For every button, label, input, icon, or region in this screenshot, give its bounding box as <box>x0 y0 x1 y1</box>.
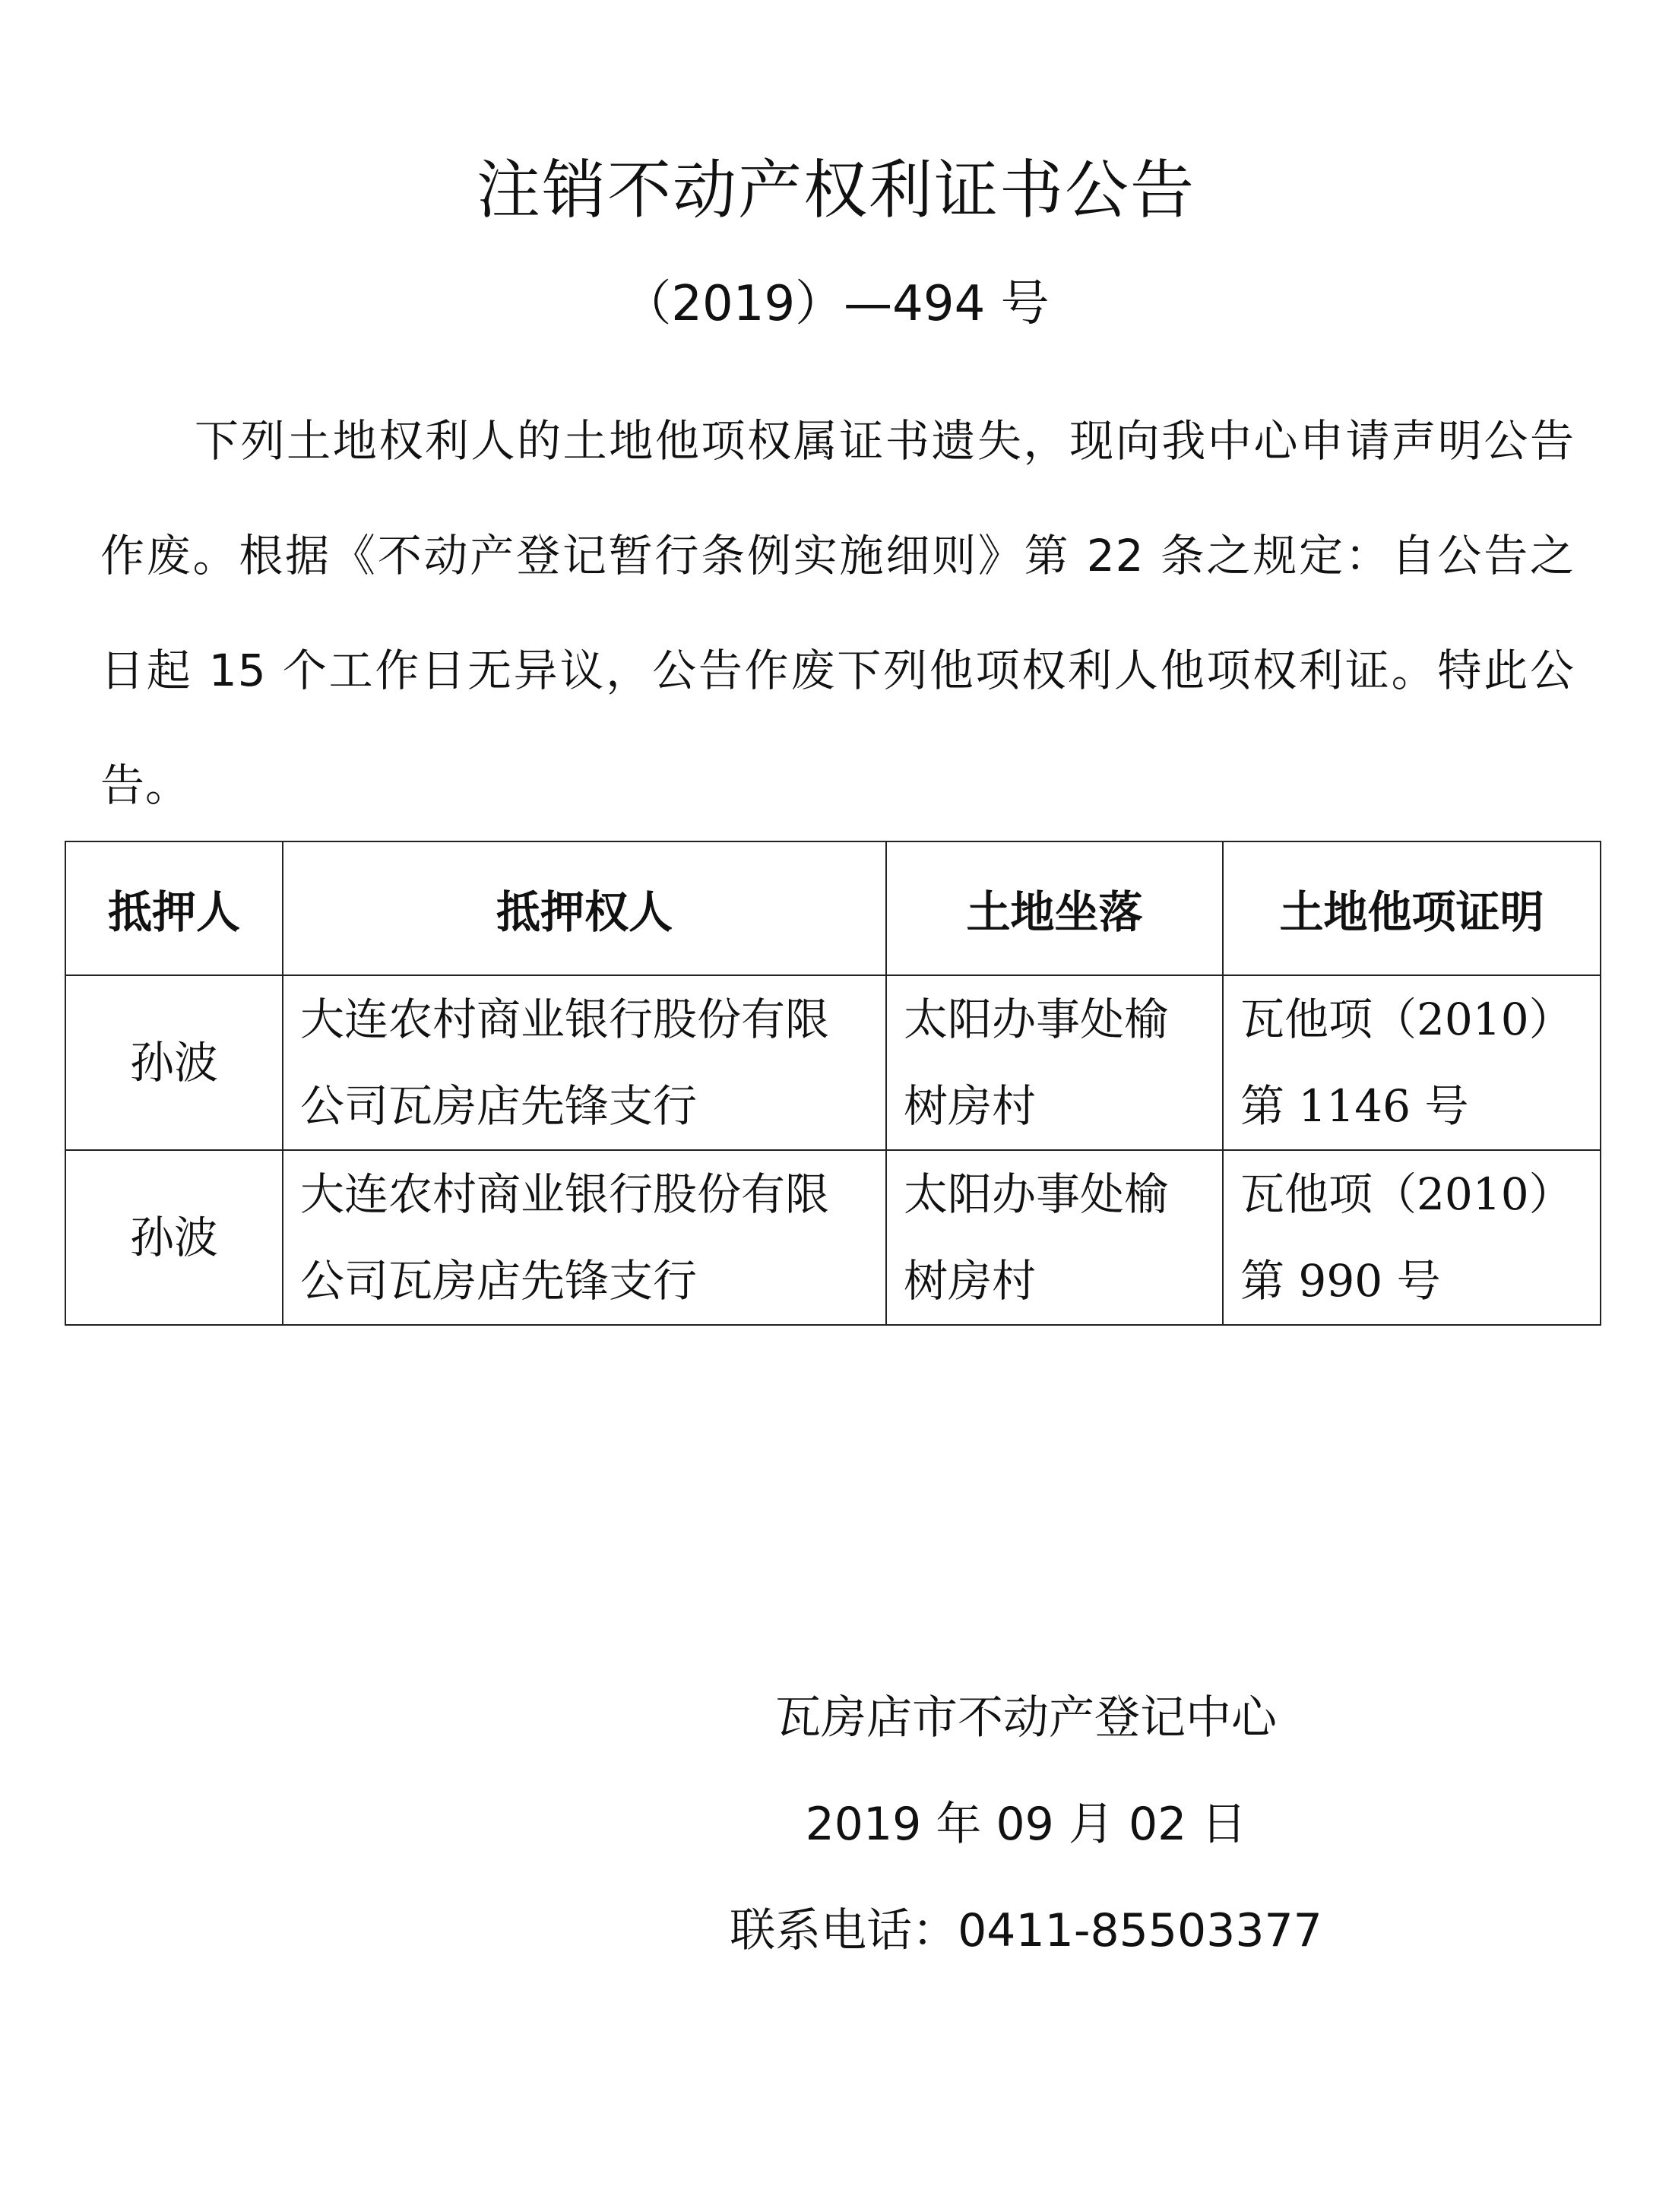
cell-mortgagor: 孙波 <box>65 1150 283 1325</box>
table-row <box>65 1150 1601 1325</box>
header-certificate: 土地他项证明 <box>1223 841 1601 975</box>
header-location: 土地坐落 <box>886 841 1223 975</box>
header-mortgagee: 抵押权人 <box>283 841 886 975</box>
notice-number: （2019）—494 号 <box>622 276 1050 332</box>
signing-date: 2019 年 09 月 02 日 <box>805 1798 1247 1851</box>
cell-certificate: 瓦他项（2010）第 1146 号 <box>1223 975 1601 1150</box>
cell-mortgagee: 大连农村商业银行股份有限公司瓦房店先锋支行 <box>283 975 886 1150</box>
signing-organization: 瓦房店市不动产登记中心 <box>775 1691 1277 1745</box>
cell-location: 太阳办事处榆树房村 <box>886 975 1223 1150</box>
notice-title: 注销不动产权利证书公告 <box>476 153 1195 227</box>
cell-mortgagee: 大连农村商业银行股份有限公司瓦房店先锋支行 <box>283 1150 886 1325</box>
table-row <box>65 975 1601 1150</box>
cell-location: 太阳办事处榆树房村 <box>886 1150 1223 1325</box>
contact-phone: 联系电话：0411-85503377 <box>730 1904 1322 1957</box>
cell-certificate: 瓦他项（2010）第 990 号 <box>1223 1150 1601 1325</box>
records-table <box>65 841 1601 1326</box>
notice-body: 下列土地权利人的土地他项权属证书遗失，现向我中心申请声明公告作废。根据《不动产登记暂行条例实施细则》第 22 条之规定：自公告之日起 15 个工作日无异议，公告作废下列他项权利人他项权利证。特此公告。 <box>100 415 1575 811</box>
table-header-row <box>65 841 1601 975</box>
cell-mortgagor: 孙波 <box>65 975 283 1150</box>
header-mortgagor: 抵押人 <box>65 841 283 975</box>
